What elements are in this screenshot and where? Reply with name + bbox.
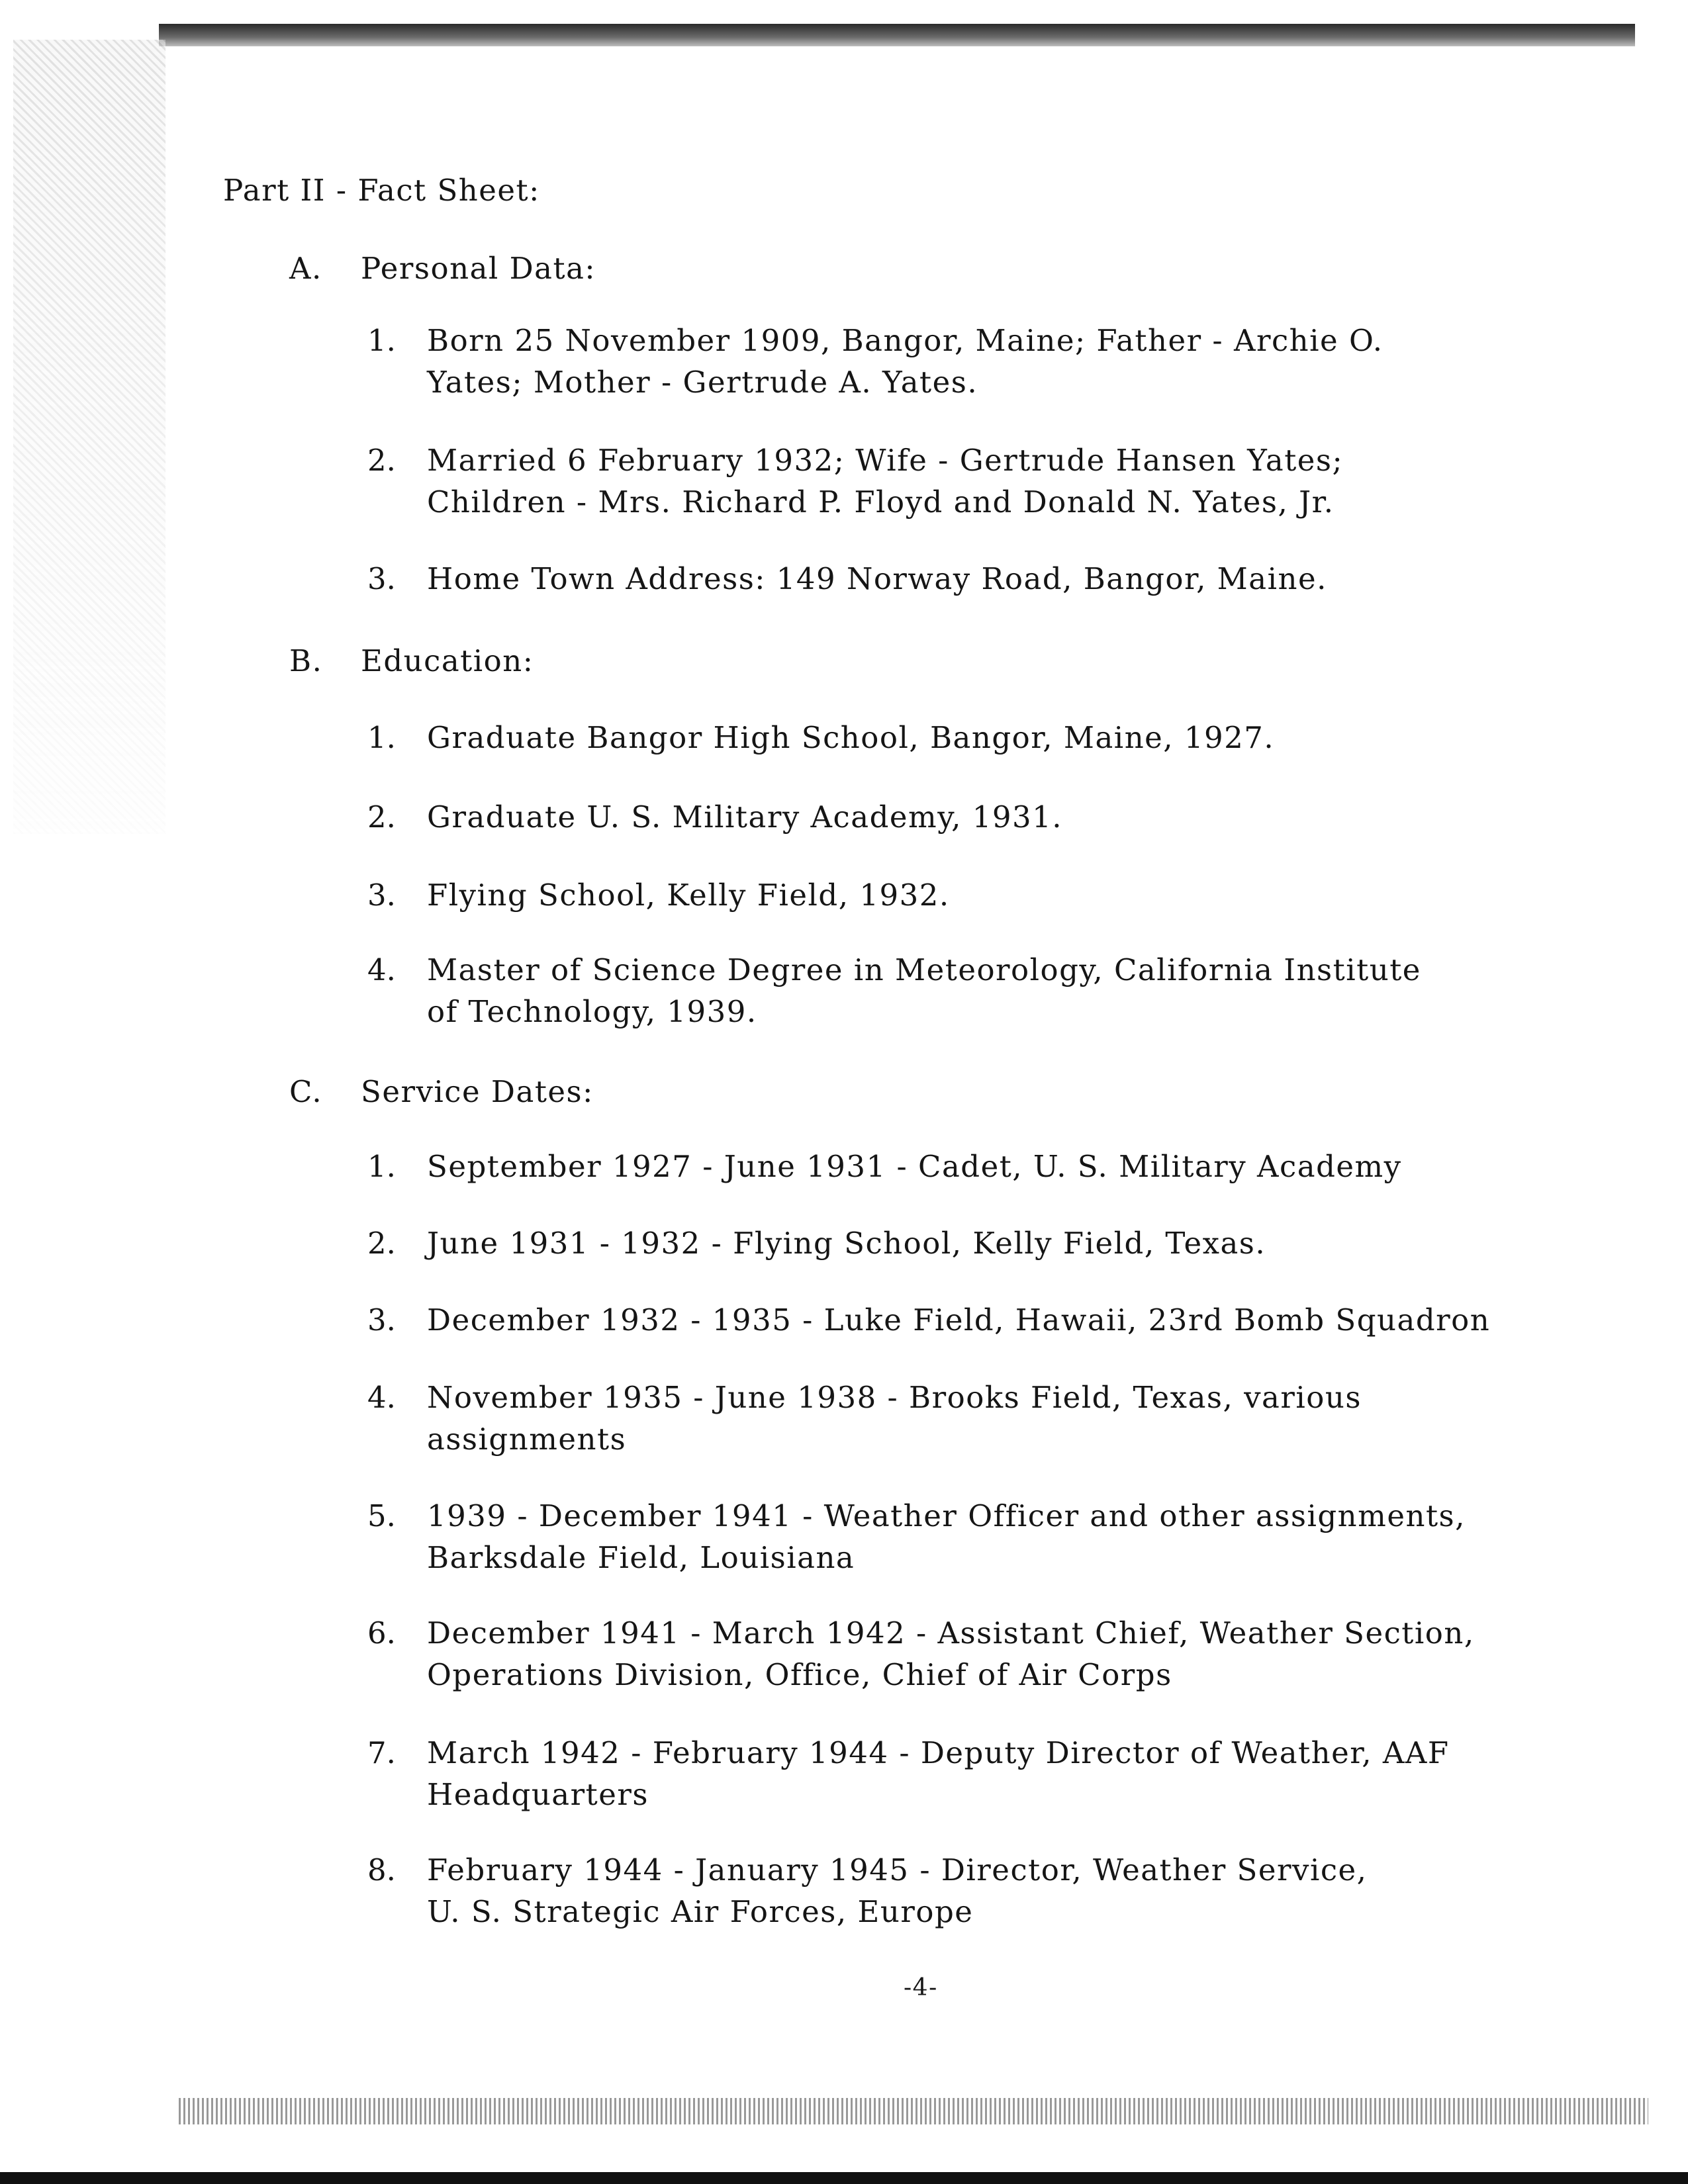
item-number: 4. [367, 952, 396, 987]
item-text-line: June 1931 - 1932 - Flying School, Kelly Field, Texas. [427, 1226, 1266, 1261]
item-text-line: September 1927 - June 1931 - Cadet, U. S. Military Academy [427, 1149, 1402, 1184]
item-number: 2. [367, 799, 396, 835]
item-text-line: assignments [427, 1422, 627, 1457]
scan-edge-bottom [179, 2098, 1648, 2124]
section-letter: A. [289, 251, 322, 286]
item-number: 1. [367, 720, 396, 755]
item-text-line: 1939 - December 1941 - Weather Officer and other assignments, [427, 1498, 1466, 1533]
scan-edge-top [159, 24, 1635, 46]
item-number: 5. [367, 1498, 396, 1533]
section-letter: C. [289, 1074, 323, 1109]
scan-border-bottom [0, 2172, 1688, 2184]
item-text-line: Graduate U. S. Military Academy, 1931. [427, 799, 1063, 835]
section-heading: Service Dates: [361, 1074, 594, 1109]
item-text-line: Headquarters [427, 1777, 649, 1812]
item-text-line: Master of Science Degree in Meteorology, California Institute [427, 952, 1421, 987]
item-number: 3. [367, 1302, 396, 1338]
item-number: 2. [367, 1226, 396, 1261]
item-text-line: December 1941 - March 1942 - Assistant Chief, Weather Section, [427, 1615, 1475, 1651]
item-number: 6. [367, 1615, 396, 1651]
section-heading: Personal Data: [361, 251, 596, 286]
item-number: 8. [367, 1852, 396, 1888]
item-number: 7. [367, 1735, 396, 1770]
section-letter: B. [289, 643, 323, 678]
item-number: 1. [367, 323, 396, 358]
item-number: 3. [367, 878, 396, 913]
item-text-line: Married 6 February 1932; Wife - Gertrude Hansen Yates; [427, 443, 1344, 478]
page-title: Part II - Fact Sheet: [223, 173, 540, 208]
item-text-line: Born 25 November 1909, Bangor, Maine; Father - Archie O. [427, 323, 1383, 358]
item-text-line: March 1942 - February 1944 - Deputy Director of Weather, AAF [427, 1735, 1450, 1770]
item-number: 4. [367, 1380, 396, 1415]
item-text-line: Children - Mrs. Richard P. Floyd and Donald N. Yates, Jr. [427, 484, 1335, 520]
item-text-line: Barksdale Field, Louisiana [427, 1540, 855, 1575]
item-text-line: Graduate Bangor High School, Bangor, Maine, 1927. [427, 720, 1275, 755]
item-text-line: Yates; Mother - Gertrude A. Yates. [427, 365, 978, 400]
item-text-line: U. S. Strategic Air Forces, Europe [427, 1894, 974, 1929]
item-text-line: Operations Division, Office, Chief of Air Corps [427, 1657, 1172, 1692]
item-number: 2. [367, 443, 396, 478]
item-text-line: December 1932 - 1935 - Luke Field, Hawaii, 23rd Bomb Squadron [427, 1302, 1491, 1338]
item-text-line: Flying School, Kelly Field, 1932. [427, 878, 950, 913]
section-heading: Education: [361, 643, 534, 678]
page-number: -4- [904, 1974, 938, 2001]
item-text-line: February 1944 - January 1945 - Director, Weather Service, [427, 1852, 1368, 1888]
item-text-line: of Technology, 1939. [427, 994, 757, 1029]
item-text-line: Home Town Address: 149 Norway Road, Bangor, Maine. [427, 561, 1327, 596]
item-text-line: November 1935 - June 1938 - Brooks Field, Texas, various [427, 1380, 1362, 1415]
item-number: 3. [367, 561, 396, 596]
scan-noise-left [13, 40, 165, 834]
item-number: 1. [367, 1149, 396, 1184]
